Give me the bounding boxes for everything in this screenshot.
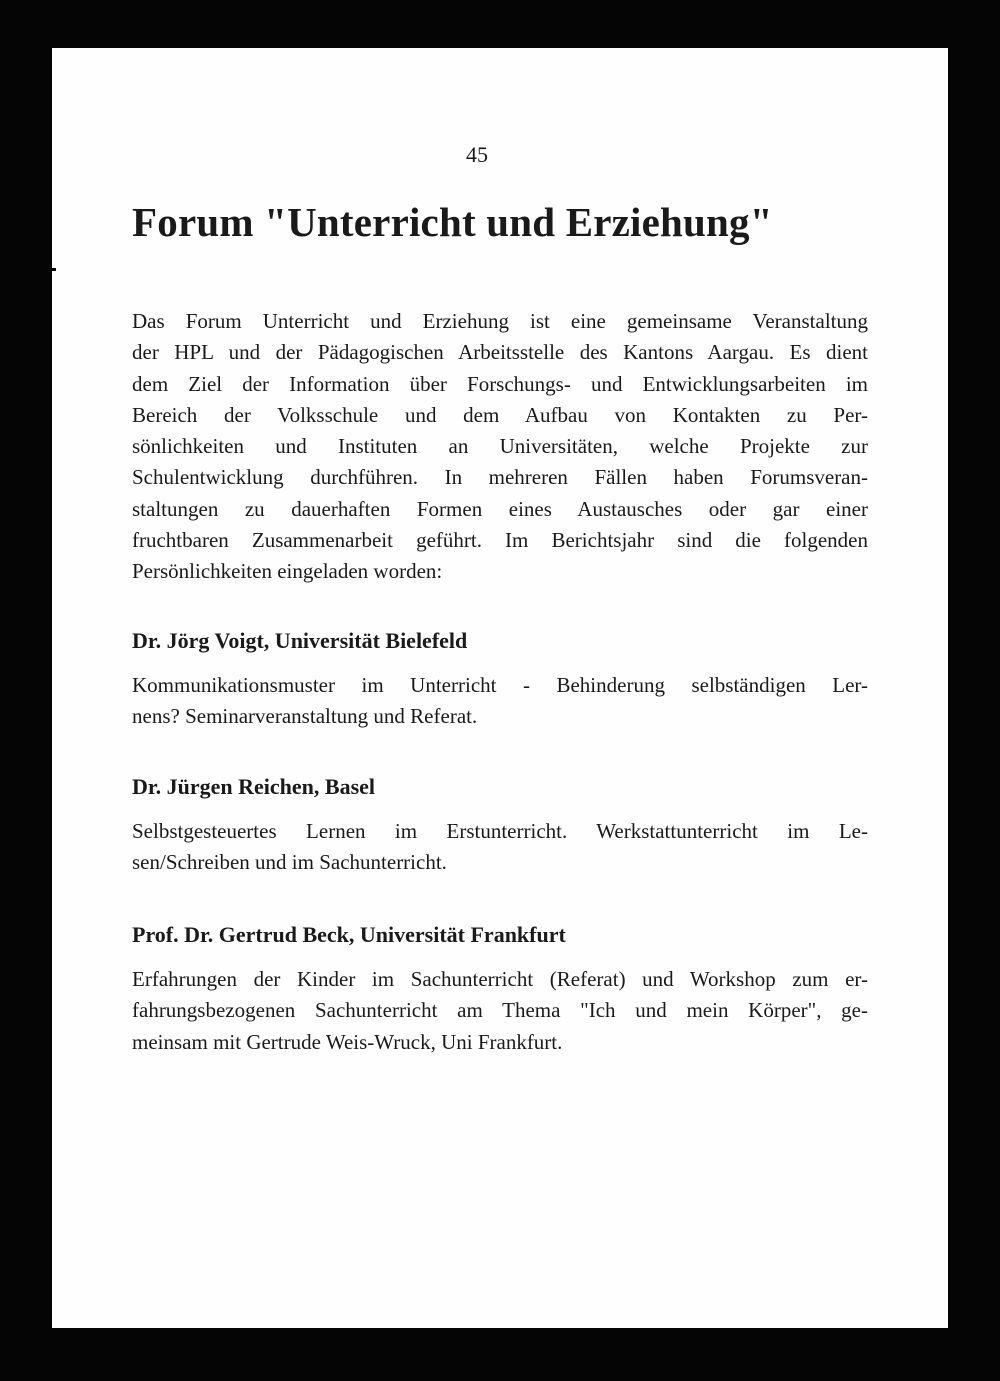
text-line: der HPL und der Pädagogischen Arbeitsstelle des Kantons Aargau. Es dient xyxy=(132,340,868,365)
text-line: nens? Seminarveranstaltung und Referat. xyxy=(132,704,478,729)
text-line: staltungen zu dauerhaften Formen eines Austausches oder gar einer xyxy=(132,496,868,521)
text-line: sönlichkeiten und Instituten an Universitäten, welche Projekte zur xyxy=(132,434,868,459)
section-reichen xyxy=(132,772,868,879)
text-line: Kommunikationsmuster im Unterricht - Behinderung selbständigen Ler- xyxy=(132,673,868,697)
text-line: sen/Schreiben und im Sachunterricht. xyxy=(132,850,447,875)
text-line: Bereich der Volksschule und dem Aufbau von Kontakten zu Per- xyxy=(132,402,868,427)
intro-paragraph xyxy=(132,306,868,588)
section-heading: Prof. Dr. Gertrud Beck, Universität Frankfurt xyxy=(132,922,566,947)
text-line: Das Forum Unterricht und Erziehung ist eine gemeinsame Veranstaltung xyxy=(132,309,868,333)
page-number: 45 xyxy=(466,142,488,167)
document-page xyxy=(52,48,948,1328)
section-beck xyxy=(132,920,868,1058)
section-heading: Dr. Jörg Voigt, Universität Bielefeld xyxy=(132,628,468,653)
text-line: Erfahrungen der Kinder im Sachunterricht (Referat) und Workshop zum er- xyxy=(132,967,868,991)
text-line: meinsam mit Gertrude Weis-Wruck, Uni Frankfurt. xyxy=(132,1029,563,1054)
text-line: fahrungsbezogenen Sachunterricht am Thema "Ich und mein Körper", ge- xyxy=(132,998,868,1023)
text-line: fruchtbaren Zusammenarbeit geführt. Im Berichtsjahr sind die folgenden xyxy=(132,528,868,553)
section-heading: Dr. Jürgen Reichen, Basel xyxy=(132,774,376,799)
page-title: Forum "Unterricht und Erziehung" xyxy=(132,199,773,245)
text-line: Selbstgesteuertes Lernen im Erstunterricht. Werkstattunterricht im Le- xyxy=(132,819,868,843)
scan-artifact xyxy=(50,268,56,271)
text-line: dem Ziel der Information über Forschungs- und Entwicklungsarbeiten im xyxy=(132,371,868,396)
section-voigt xyxy=(132,626,868,733)
text-line: Schulentwicklung durchführen. In mehreren Fällen haben Forumsveran- xyxy=(132,465,868,490)
text-line: Persönlichkeiten eingeladen worden: xyxy=(132,559,443,584)
